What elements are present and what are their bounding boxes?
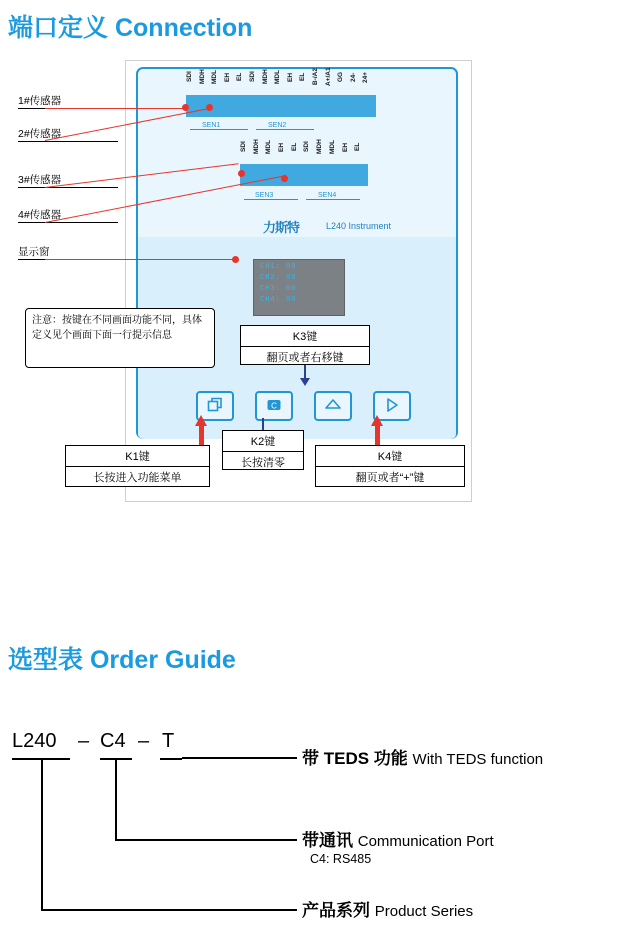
code-separator-2: – [138, 730, 150, 752]
row-comm [302, 826, 494, 851]
order-guide-section-title [8, 640, 236, 676]
k4-callout-arrow [371, 415, 383, 426]
display-line: CH3: 00 [260, 285, 297, 293]
k3-key-desc: 翻页或者右移键 [266, 352, 344, 364]
display-window [253, 259, 345, 316]
connection-title-cn: 端口定义 [8, 14, 109, 42]
k3-key-name: K3键 [241, 326, 369, 347]
row-teds-cn: 带 TEDS 功能 [302, 749, 408, 768]
label-sensor-3-rule [18, 187, 118, 188]
label-sensor-2: 2#传感器 [18, 128, 62, 140]
sen3-rule [244, 199, 298, 200]
label-sensor-2-rule [18, 141, 118, 142]
sen4-rule [306, 199, 360, 200]
label-display-window: 显示窗 [18, 246, 50, 258]
pin-label: MDH [261, 69, 269, 85]
k2-key-callout [222, 430, 304, 470]
pin-label: MDH [316, 139, 324, 155]
display-line: CH1: 00 [260, 263, 297, 271]
leader-dot-sensor-3 [238, 170, 245, 177]
code-separator-1: – [78, 730, 90, 752]
label-sensor-3: 3#传感器 [18, 174, 62, 186]
pin-label: SDI [186, 71, 193, 83]
code-part-comm: C4 [100, 730, 126, 752]
pin-label: 24- [349, 72, 357, 82]
label-sensor-1: 1#传感器 [18, 95, 62, 107]
device-body [136, 67, 458, 439]
k1-key-callout [65, 445, 210, 487]
sen1-label: SEN1 [202, 122, 221, 129]
connection-diagram [10, 60, 470, 500]
sen2-rule [256, 129, 314, 130]
sen3-label: SEN3 [255, 192, 274, 199]
leader-teds-h [182, 757, 297, 759]
leader-comm-h [115, 839, 297, 841]
pin-label: MDH [252, 139, 260, 155]
pin-label: GG [337, 71, 345, 83]
pin-label: A+/A1 [324, 67, 332, 87]
order-title-cn: 选型表 [8, 646, 84, 674]
row-comm-en: Communication Port [357, 833, 494, 850]
brand-model: L240 Instrument [326, 221, 392, 231]
sen2-label: SEN2 [268, 122, 287, 129]
pin-label: MDL [211, 69, 219, 85]
order-guide-diagram [10, 700, 630, 930]
terminal-labels-top [186, 61, 376, 93]
k4-key-desc: 翻页或者“+”键 [355, 472, 425, 484]
svg-text:C: C [271, 401, 277, 411]
pin-label: MDL [274, 69, 282, 85]
pin-label: MDH [198, 69, 206, 85]
k2-callout-stem [262, 418, 264, 430]
sen1-rule [190, 129, 248, 130]
label-sensor-4-rule [18, 222, 118, 223]
pin-label: EL [236, 72, 244, 82]
menu-key-icon [198, 397, 232, 413]
pin-label: B-/A2 [311, 68, 319, 86]
row-comm-sub: C4: RS485 [310, 852, 372, 866]
pin-label: SDI [240, 141, 247, 153]
pin-label: SDI [248, 71, 256, 83]
right-arrow-key-icon [375, 397, 409, 413]
pin-label: MDL [265, 139, 273, 155]
leader-line-sensor-1 [45, 108, 185, 109]
connection-title-en: Connection [114, 14, 253, 42]
pin-label: EH [278, 142, 286, 152]
k3-button[interactable] [314, 391, 352, 421]
k2-button[interactable] [255, 391, 293, 421]
up-arrow-key-icon [316, 397, 350, 413]
pin-label: EH [223, 72, 231, 82]
order-title-en: Order Guide [89, 646, 236, 674]
row-teds-en: With TEDS function [412, 751, 544, 768]
k1-callout-stem [199, 425, 204, 445]
k1-key-name: K1键 [66, 446, 209, 467]
k4-callout-stem [375, 425, 380, 445]
row-teds [302, 744, 543, 769]
pin-label: EH [286, 72, 294, 82]
row-comm-cn: 带通讯 [302, 831, 353, 850]
pin-label: 24+ [362, 71, 370, 83]
k1-callout-arrow [195, 415, 207, 426]
terminal-block-bottom [240, 164, 368, 186]
leader-line-display [45, 259, 235, 260]
note-box [25, 308, 215, 368]
brand-logo: 力斯特 [263, 220, 300, 235]
display-line: CH2: 00 [260, 274, 297, 282]
k1-key-desc: 长按进入功能菜单 [93, 472, 182, 484]
k2-key-desc: 长按清零 [241, 457, 285, 469]
code-part-series: L240 [12, 730, 57, 752]
code-underline-teds [160, 758, 182, 760]
leader-series-v [41, 758, 43, 910]
row-series-en: Product Series [374, 903, 474, 920]
connection-section-title [8, 8, 252, 44]
code-part-teds: T [162, 730, 175, 752]
pin-label: SDI [303, 141, 311, 153]
k4-key-name: K4键 [316, 446, 464, 467]
pin-label: EL [354, 142, 362, 152]
pin-label: EL [290, 142, 298, 152]
row-series [302, 896, 473, 921]
sen4-label: SEN4 [318, 192, 337, 199]
k2-key-name: K2键 [223, 431, 303, 452]
leader-dot-sensor-2 [206, 104, 213, 111]
terminal-block-top [186, 95, 376, 117]
row-series-cn: 产品系列 [302, 901, 370, 920]
label-sensor-4: 4#传感器 [18, 209, 62, 221]
pin-label: EL [299, 72, 307, 82]
note-text: 注意：按键在不同画面功能不同，具体定义见个画面下面一行提示信息 [32, 315, 202, 341]
k3-callout-arrow [300, 378, 310, 386]
leader-comm-v [115, 758, 117, 840]
pin-label: MDL [328, 139, 336, 155]
leader-dot-display [232, 256, 239, 263]
k3-key-callout [240, 325, 370, 365]
k4-key-callout [315, 445, 465, 487]
leader-dot-sensor-4 [281, 175, 288, 182]
leader-series-h [41, 909, 297, 911]
display-line: CH4: 00 [260, 296, 297, 304]
leader-dot-sensor-1 [182, 104, 189, 111]
pin-label: EH [341, 142, 349, 152]
clear-key-icon [257, 397, 291, 413]
terminal-labels-bottom [240, 131, 368, 163]
